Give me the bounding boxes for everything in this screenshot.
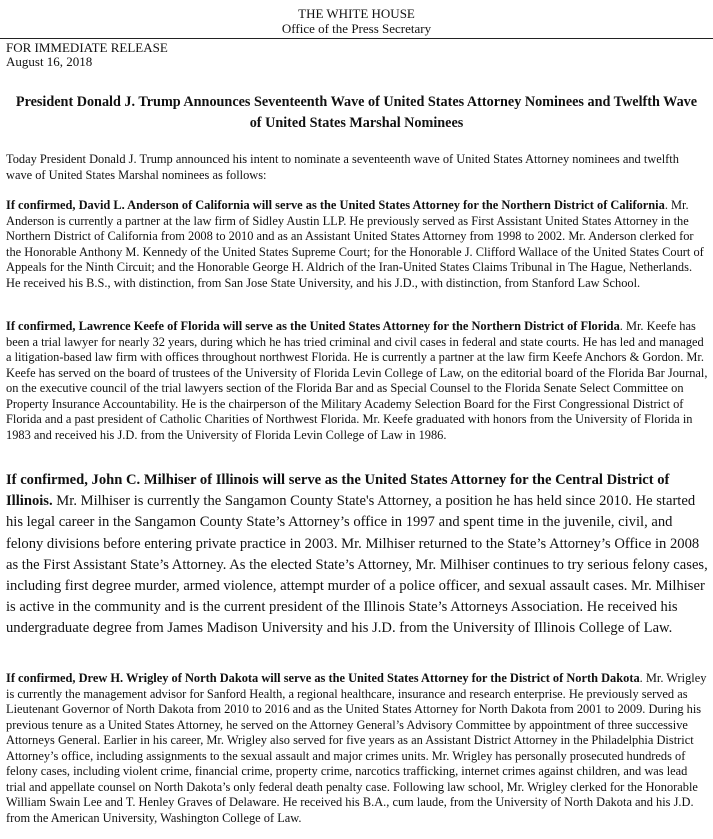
nominee-body: . Mr. Wrigley is currently the management advisor for Sanford Health, a regional healthcare, insurance and research enterprise. He previously served as Lieutenant Governor of North Dakota from 2010 to 2016 and as the United States Attorney for North Dakota from 2001 to 2009. During his previous tenure as a United States Attorney, he served on the Attorney General’s Advisory Committee by appointment of three successive Attorneys General. Earlier in his career, Mr. Wrigley also served for five years as an Assistant District Attorney in the Philadelphia District Attorney’s office, including assignments to the sexual assault and major crimes units. Mr. Wrigley has personally prosecuted hundreds of felony cases, including violent crime, financial crime, property crime, narcotics trafficking, internet crimes against children, and was lead trial and appellate counsel on North Dakota’s only federal death penalty case. Following law school, Mr. Wrigley clerked for the Honorable William Swain Lee and T. Henley Graves of Delaware. He received his B.A., cum laude, from the University of North Dakota and his J.D. from the American University, Washington College of Law.: [6, 671, 707, 825]
nominee-body: . Mr. Keefe has been a trial lawyer for nearly 32 years, during which he has tried criminal and civil cases in federal and state courts. He has led and managed a litigation-based law firm with offices throughout northwest Florida. He is currently a partner at the law firm Keefe Anchors & Gordon. Mr. Keefe has served on the board of trustees of the University of Florida Levin College of Law, on the editorial board of the Florida Bar Journal, on the executive council of the trial lawyers section of the Florida Bar and as Special Counsel to the Florida Senate Select Committee on Property Insurance Accountability. He is the chairperson of the Military Academy Selection Board for the First Congressional District of Florida and a past president of Catholic Charities of Northwest Florida. Mr. Keefe graduated with honors from the University of Florida in 1983 and received his J.D. from the University of Florida Levin College of Law in 1986.: [6, 319, 708, 442]
headline: President Donald J. Trump Announces Seventeenth Wave of United States Attorney Nominees and Twelfth Wave of United States Marshal Nominees: [15, 94, 698, 131]
nominee-body: Mr. Milhiser is currently the Sangamon County State's Attorney, a position he has held since 2010. He started his legal career in the Sangamon County State’s Attorney’s office in 1997 and spent time in the juvenile, civil, and felony divisions before entering private practice in 2003. Mr. Milhiser returned to the State’s Attorney’s Office in 2008 as the First Assistant State’s Attorney. As the elected State’s Attorney, Mr. Milhiser continues to try serious felony cases, including first degree murder, armed violence, attempt murder of a police officer, and sexual assault cases. Mr. Milhiser is active in the community and is the current president of the Illinois State’s Attorneys Association. He received his undergraduate degree from James Madison University and his J.D. from the University of Illinois College of Law.: [6, 493, 708, 637]
nominee-lead: If confirmed, Lawrence Keefe of Florida will serve as the United States Attorney for the Northern District of Florida: [6, 319, 620, 333]
header-divider: [0, 38, 713, 39]
nominee-lead: If confirmed, Drew H. Wrigley of North Dakota will serve as the United States Attorney for the District of North Dakota: [6, 671, 640, 685]
release-label: FOR IMMEDIATE RELEASE: [6, 40, 168, 55]
release-block: [6, 41, 168, 69]
intro-paragraph: Today President Donald J. Trump announced his intent to nominate a seventeenth wave of United States Attorney nominees and twelfth wave of United States Marshal nominees as follows:: [6, 152, 679, 182]
nominee-paragraph-keefe: [6, 319, 708, 443]
header-org: THE WHITE HOUSE: [298, 6, 415, 21]
nominee-paragraph-anderson: [6, 198, 708, 291]
nominee-paragraph-milhiser: [6, 470, 708, 640]
header-office: Office of the Press Secretary: [281, 21, 432, 36]
document-header: [0, 6, 713, 36]
nominee-lead: If confirmed, David L. Anderson of California will serve as the United States Attorney for the Northern District of California: [6, 198, 665, 212]
release-date: August 16, 2018: [6, 54, 93, 69]
nominee-paragraph-wrigley: [6, 671, 708, 826]
nominee-body: . Mr. Anderson is currently a partner at the law firm of Sidley Austin LLP. He previously served as First Assistant United States Attorney in the Northern District of California from 2008 to 2010 and as an Assistant United States Attorney from 1998 to 2002. Mr. Anderson clerked for the Honorable Anthony M. Kennedy of the United States Supreme Court; for the Honorable J. Clifford Wallace of the United States Court of Appeals for the Ninth Circuit; and the Honorable George H. Aldrich of the Iran-United States Claims Tribunal in The Hague, Netherlands. He received his B.S., with distinction, from San Jose State University, and his J.D., with distinction, from Stanford Law School.: [6, 198, 704, 290]
nominee-lead: If confirmed, John C. Milhiser of Illinois will serve as the United States Attorney for the Central District of Illinois.: [6, 472, 670, 510]
